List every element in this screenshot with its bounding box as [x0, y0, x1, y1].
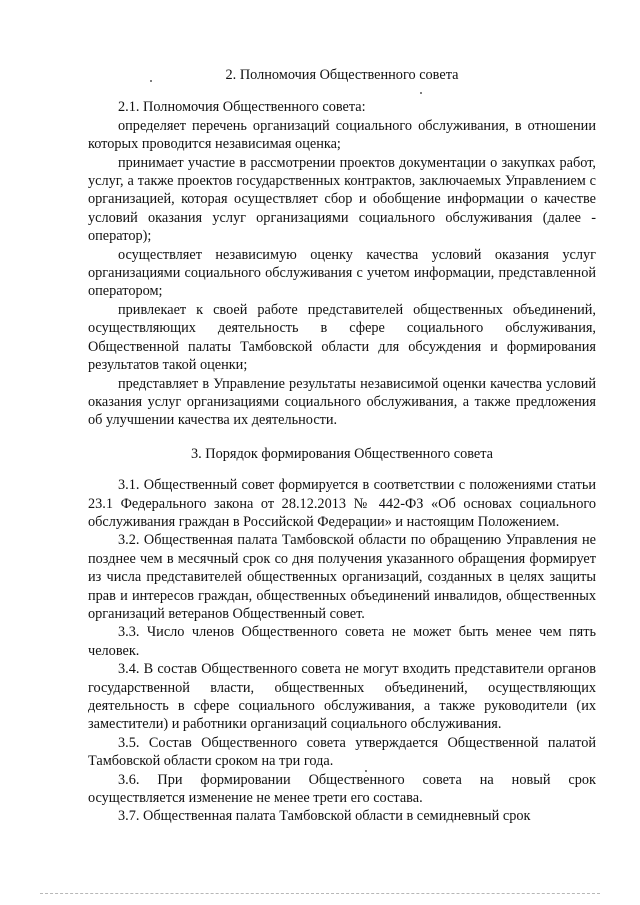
- section-2-heading: 2. Полномочия Общественного совета: [225, 67, 459, 83]
- paragraph-2-1-a: определяет перечень организаций социального обслуживания, в отношении которых проводится независимая оценка;: [88, 117, 596, 153]
- paragraph-3-7: 3.7. Общественная палата Тамбовской области в семидневный срок: [118, 808, 531, 825]
- scan-edge-line: [40, 893, 600, 895]
- document-page: [88, 66, 596, 826]
- paragraph-2-1-e: представляет в Управление результаты независимой оценки качества условий оказания услуг организациями социального обслуживания, а также предложения об улучшении качества их деятельности.: [88, 375, 596, 429]
- paragraph-2-1-b: принимает участие в рассмотрении проектов документации о закупках работ, услуг, а также проектов государственных контрактов, заключаемых Управлением с организацией, которая осуществляет сбор и обобщение информации о качестве условий оказания услуг организациями социального обслуживания (далее - оператор);: [88, 154, 596, 245]
- paragraph-2-1-c: осуществляет независимую оценку качества условий оказания услуг организациями социального обслуживания с учетом информации, представленной оператором;: [88, 246, 596, 300]
- paragraph-2-1: 2.1. Полномочия Общественного совета:: [118, 99, 366, 116]
- paragraph-3-4: 3.4. В состав Общественного совета не могут входить представители органов государственной власти, общественных объединений, осуществляющих деятельность в сфере социального обслуживания, а также руководители (их заместители) и работники организаций социального обслуживания.: [88, 661, 596, 733]
- paragraph-3-3: 3.3. Число членов Общественного совета не может быть менее чем пять человек.: [88, 624, 596, 659]
- section-3-heading: 3. Порядок формирования Общественного совета: [190, 445, 493, 462]
- scan-speck: [365, 770, 367, 772]
- scan-speck: [420, 92, 422, 94]
- paragraph-3-1: 3.1. Общественный совет формируется в соответствии с положениями статьи 23.1 Федерального закона от 28.12.2013 № 442-ФЗ «Об основах социального обслуживания граждан в Российской Федерации» и настоящим Положением.: [88, 477, 596, 530]
- paragraph-3-5: 3.5. Состав Общественного совета утверждается Общественной палатой Тамбовской области сроком на три года.: [88, 734, 596, 770]
- paragraph-2-1-d: привлекает к своей работе представителей общественных объединений, осуществляющих деятельность в сфере социального обслуживания, Общественной палаты Тамбовской области для обсуждения и формирования результатов такой оценки;: [88, 301, 596, 374]
- paragraph-3-6: 3.6. При формировании Общественного совета на новый срок осуществляется изменение не менее трети его состава.: [88, 771, 596, 807]
- paragraph-3-2: 3.2. Общественная палата Тамбовской области по обращению Управления не позднее чем в месячный срок со дня получения указанного обращения формирует из числа представителей общественных организаций, созданных в целях защиты прав и интересов граждан, общественных объединений инвалидов, общественных организаций ветеранов Общественный совет.: [88, 532, 596, 622]
- scan-speck: [150, 80, 152, 82]
